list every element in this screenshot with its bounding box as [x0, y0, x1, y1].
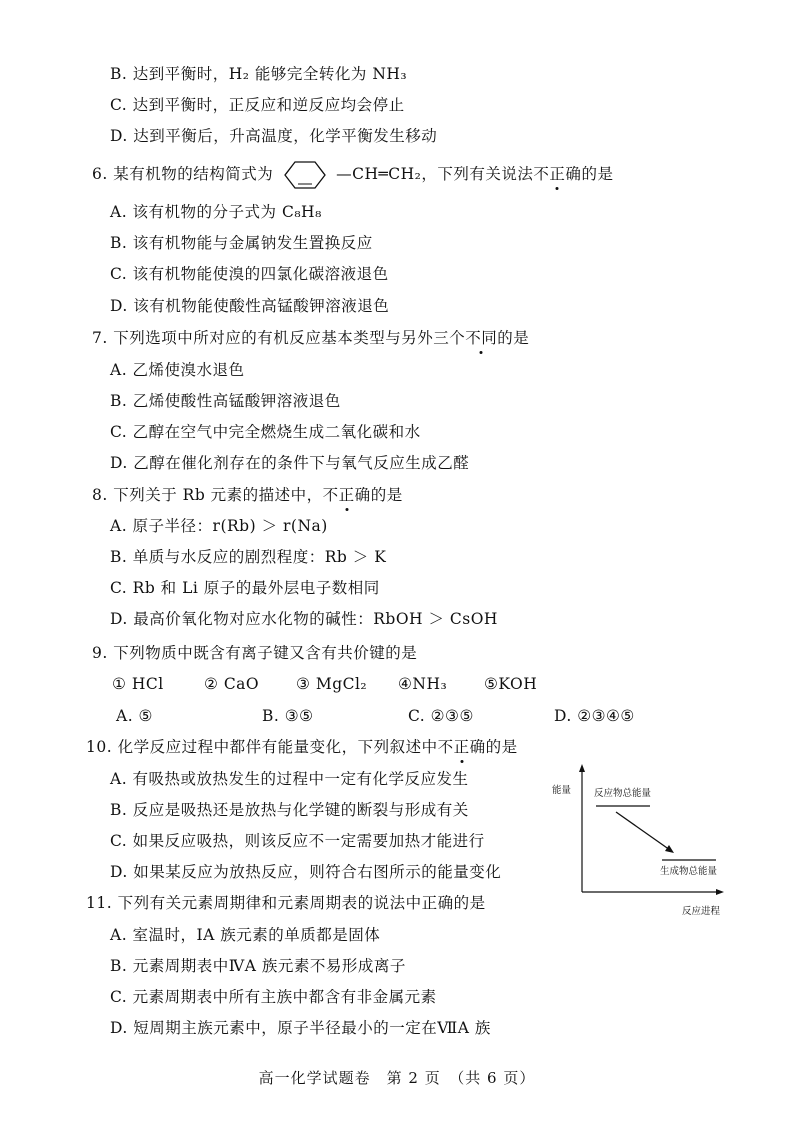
q10-stem-prefix: 10. 化学反应过程中都伴有能量变化，下列叙述中	[86, 738, 438, 756]
q8-emphasis: 不正确	[322, 486, 371, 504]
q11-option-b: B. 元素周期表中ⅣA 族元素不易形成离子	[110, 957, 406, 975]
q6-stem-prefix: 6. 某有机物的结构简式为	[92, 165, 274, 183]
q6-option-b: B. 该有机物能与金属钠发生置换反应	[110, 234, 373, 252]
energy-axis-arrow-icon	[579, 764, 585, 772]
q6-option-c: C. 该有机物能使溴的四氯化碳溶液退色	[110, 265, 389, 283]
q11-option-a: A. 室温时，IA 族元素的单质都是固体	[110, 926, 381, 944]
q6-option-a: A. 该有机物的分子式为 C₈H₈	[110, 203, 322, 221]
product-energy-label: 生成物总能量	[660, 866, 718, 877]
q5-option-b: B. 达到平衡时，H₂ 能够完全转化为 NH₃	[110, 65, 408, 83]
q9-choice-b: B. ③⑤	[262, 707, 314, 725]
q10-option-d: D. 如果某反应为放热反应，则符合右图所示的能量变化	[110, 863, 502, 881]
q5-option-d: D. 达到平衡后，升高温度，化学平衡发生移动	[110, 127, 438, 145]
reactant-energy-label: 反应物总能量	[594, 788, 652, 799]
q10-emphasis: 不正确	[437, 738, 486, 756]
benzene-ring-icon	[283, 160, 327, 190]
energy-axis-label: 能量	[552, 785, 572, 796]
q7-option-d: D. 乙醇在催化剂存在的条件下与氧气反应生成乙醛	[110, 454, 470, 472]
energy-change-arrowhead-icon	[665, 845, 674, 853]
q7-option-a: A. 乙烯使溴水退色	[110, 361, 245, 379]
q8-stem-prefix: 8. 下列关于 Rb 元素的描述中，	[92, 486, 323, 504]
q7-stem-prefix: 7. 下列选项中所对应的有机反应基本类型与另外三个	[92, 329, 466, 347]
q9-choices	[116, 706, 635, 726]
q9-choice-d: D. ②③④⑤	[554, 707, 635, 725]
energy-change-arrow	[616, 812, 670, 850]
q10-option-c: C. 如果反应吸热，则该反应不一定需要加热才能进行	[110, 832, 485, 850]
q9-stem: 9. 下列物质中既含有离子键又含有共价键的是	[92, 644, 418, 662]
q9-items	[112, 674, 537, 694]
q11-option-d: D. 短周期主族元素中，原子半径最小的一定在ⅦA 族	[110, 1019, 491, 1037]
q11-option-c: C. 元素周期表中所有主族中都含有非金属元素	[110, 988, 437, 1006]
page-footer: 高一化学试题卷 第 2 页 （共 6 页）	[258, 1069, 536, 1087]
q10-stem	[86, 737, 518, 757]
q9-item-4: ④NH₃	[398, 675, 448, 693]
q7-stem-suffix: 的是	[497, 329, 530, 347]
q9-item-5: ⑤KOH	[484, 675, 538, 693]
q6-option-d: D. 该有机物能使酸性高锰酸钾溶液退色	[110, 297, 390, 315]
q8-option-d: D. 最高价氧化物对应水化物的碱性：RbOH ＞ CsOH	[110, 610, 498, 628]
q5-option-c: C. 达到平衡时，正反应和逆反应均会停止	[110, 96, 405, 114]
progress-axis-arrow-icon	[716, 889, 724, 895]
q10-stem-suffix: 的是	[485, 738, 518, 756]
q11-stem: 11. 下列有关元素周期律和元素周期表的说法中正确的是	[86, 894, 486, 912]
q10-option-b: B. 反应是吸热还是放热与化学键的断裂与形成有关	[110, 801, 469, 819]
q8-stem-suffix: 的是	[370, 486, 403, 504]
q10-option-a: A. 有吸热或放热发生的过程中一定有化学反应发生	[110, 770, 469, 788]
q7-option-b: B. 乙烯使酸性高锰酸钾溶液退色	[110, 392, 341, 410]
q9-choice-c: C. ②③⑤	[408, 707, 474, 725]
q9-item-3: ③ MgCl₂	[296, 675, 368, 693]
q7-option-c: C. 乙醇在空气中完全燃烧生成二氧化碳和水	[110, 423, 421, 441]
q9-choice-a: A. ⑤	[116, 707, 153, 725]
q6-stem-suffix: 的是	[581, 165, 614, 183]
q8-option-c: C. Rb 和 Li 原子的最外层电子数相同	[110, 579, 380, 597]
progress-axis-label: 反应进程	[682, 906, 721, 917]
q6-emphasis: 不正确	[533, 165, 582, 183]
q7-emphasis: 不同	[465, 329, 498, 347]
q8-option-a: A. 原子半径：r(Rb) ＞ r(Na)	[110, 517, 328, 535]
q8-stem	[92, 485, 403, 505]
energy-diagram	[552, 760, 730, 920]
q9-item-1: ① HCl	[112, 675, 164, 693]
q6-stem-middle: ，下列有关说法	[421, 165, 534, 183]
q9-item-2: ② CaO	[204, 675, 260, 693]
q7-stem	[92, 328, 529, 348]
q6-formula: —CH═CH₂	[336, 165, 422, 183]
q8-option-b: B. 单质与水反应的剧烈程度：Rb ＞ K	[110, 548, 387, 566]
q6-stem	[92, 160, 613, 190]
